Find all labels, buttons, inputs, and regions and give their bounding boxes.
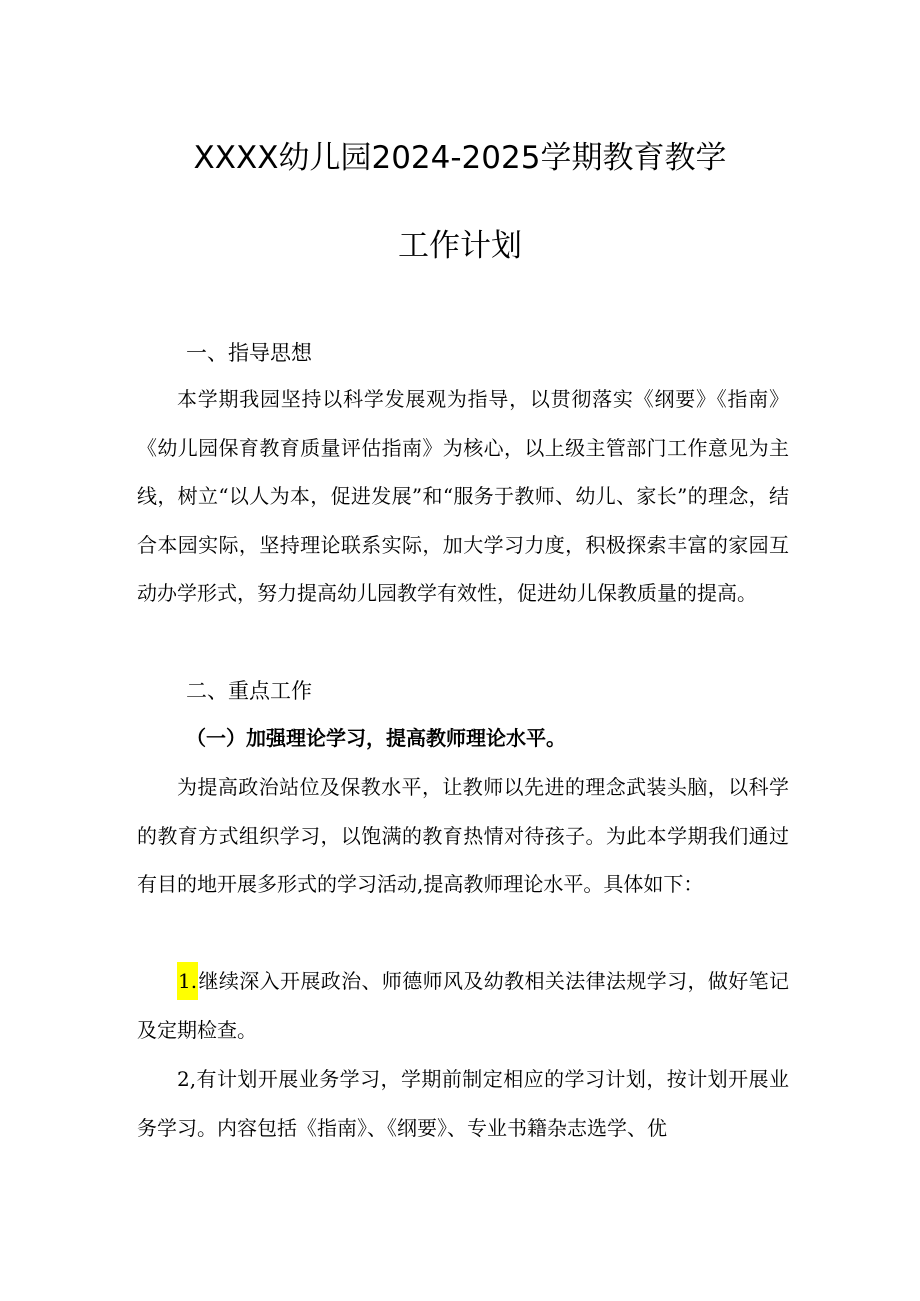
section-heading-key-work: 二、重点工作 [186,679,312,703]
document-title-line-1: XXXX幼儿园2024-2025学期教育教学 [193,140,727,176]
list-item-1-text: 继续深入开展政治、师德师风及幼教相关法律法规学习，做好笔记及定期检查。 [137,969,789,1042]
subsection-heading-theory-study: （一）加强理论学习，提高教师理论水平。 [186,726,566,750]
theory-study-paragraph: 为提高政治站位及保教水平，让教师以先进的理念武装头脑，以科学的教育方式组织学习，以饱满的教育热情对待孩子。为此本学期我们通过有目的地开展多形式的学习活动,提高教师理论水平。具体如下： [137,775,789,897]
list-item-1 [137,957,789,1054]
list-item-2: 2,有计划开展业务学习，学期前制定相应的学习计划，按计划开展业务学习。内容包括《指南》、《纲要》、专业书籍杂志选学、优 [137,1067,789,1140]
document-title-line-2: 工作计划 [398,228,522,264]
section-heading-guiding-thought: 一、指导思想 [186,341,312,365]
highlighted-item-number: 1. [177,962,198,1000]
guiding-thought-paragraph: 本学期我园坚持以科学发展观为指导，以贯彻落实《纲要》《指南》《幼儿园保育教育质量评估指南》为核心，以上级主管部门工作意见为主线，树立“以人为本，促进发展”和“服务于教师、幼儿、家长”的理念，结合本园实际，坚持理论联系实际，加大学习力度，积极探索丰富的家园互动办学形式，努力提高幼儿园教学有效性，促进幼儿保教质量的提高。 [137,387,789,606]
